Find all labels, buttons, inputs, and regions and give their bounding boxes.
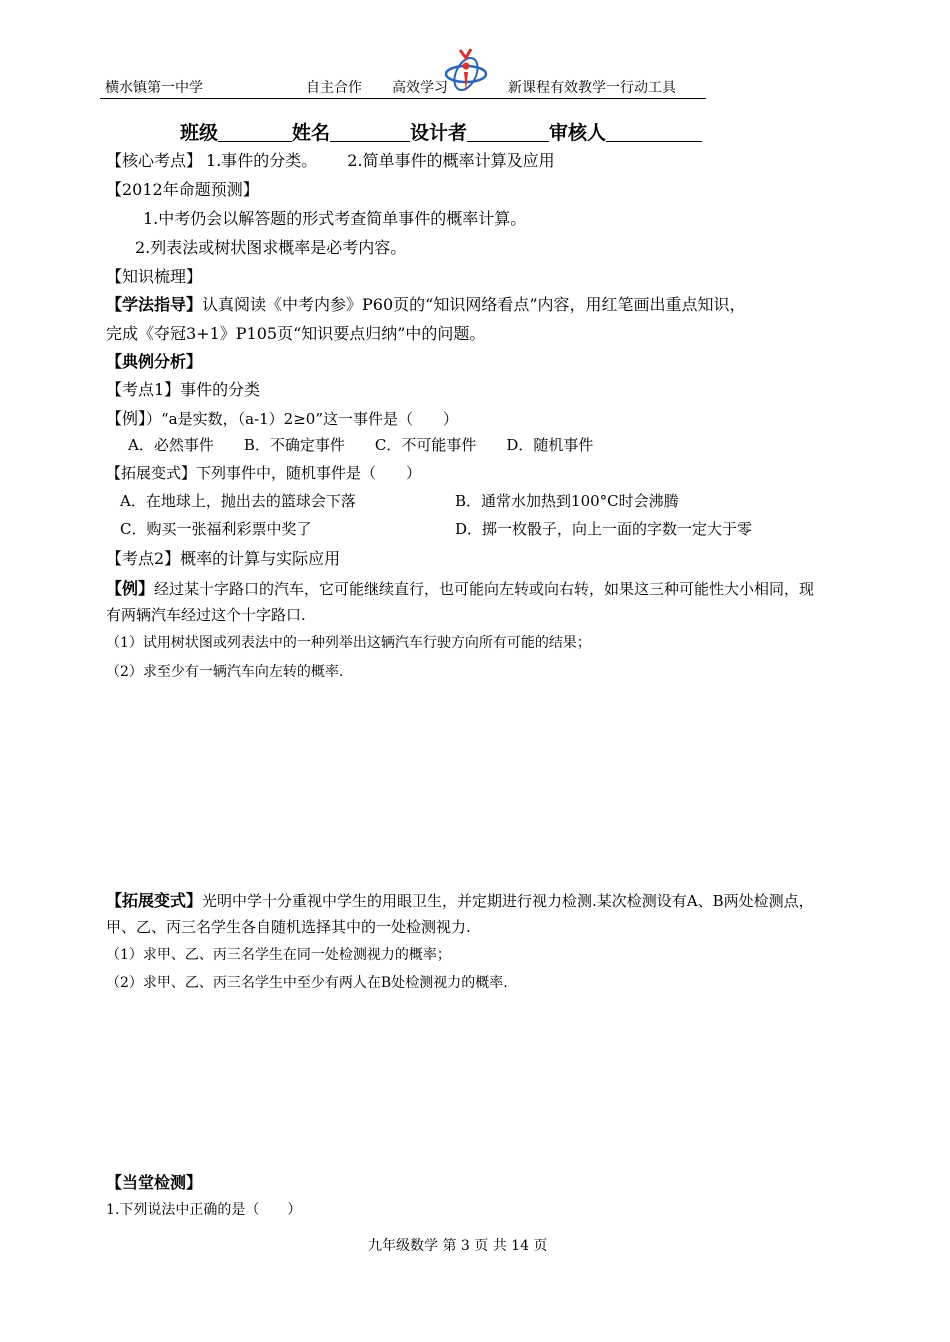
kp2-ext-question-2: （2）求甲、乙、丙三名学生中至少有两人在B处检测视力的概率.: [106, 975, 508, 991]
header-slogan: 新课程有效教学一行动工具: [508, 80, 676, 96]
info-line: [180, 118, 702, 145]
kp1-example: [106, 406, 458, 429]
examples-title: 【典例分析】: [106, 352, 203, 371]
kp1-extension: [106, 462, 421, 483]
kp2-question-2: （2）求至少有一辆汽车向左转的概率.: [106, 664, 344, 680]
kp1-options: A．必然事件 B．不确定事件 C．不可能事件 D．随机事件: [128, 436, 594, 454]
header-motto-1: 自主合作: [306, 80, 362, 96]
kp1-ext-label: 【拓展变式】: [106, 464, 197, 482]
kp2-example-line-1: [106, 576, 814, 599]
designer-label: 设计者: [410, 122, 468, 144]
prediction-label: 【2012年命题预测】: [106, 180, 259, 199]
check-question-1: 1.下列说法中正确的是（ ）: [106, 1202, 302, 1218]
kp1-title: 【考点1】事件的分类: [106, 380, 261, 399]
page-footer: 九年级数学 第 3 页 共 14 页: [368, 1238, 548, 1254]
answer-space-2[interactable]: [106, 1000, 846, 1160]
kp1-example-label: 【例】: [106, 409, 147, 428]
kp1-option-a: A．在地球上，抛出去的篮球会下落: [120, 492, 356, 510]
header-school: 横水镇第一中学: [105, 80, 203, 96]
kp1-option-b: B．通常水加热到100°C时会沸腾: [455, 492, 679, 510]
knowledge-label: 【知识梳理】: [106, 267, 203, 286]
method-line-1: [106, 292, 746, 315]
core-points: [106, 148, 555, 171]
header-motto-2: 高效学习: [392, 80, 448, 96]
kp2-ext-text-1: 光明中学十分重视中学生的用眼卫生，并定期进行视力检测.某次检测设有A、B两处检测点，: [202, 892, 814, 910]
kp2-ext-question-1: （1）求甲、乙、丙三名学生在同一处检测视力的概率；: [106, 947, 451, 963]
class-label: 班级: [180, 122, 219, 144]
kp1-option-d: D．掷一枚骰子，向上一面的字数一定大于零: [455, 520, 753, 538]
school-logo-icon: [440, 44, 492, 94]
kp2-title: 【考点2】概率的计算与实际应用: [106, 549, 341, 568]
prediction-item-2: 2.列表法或树状图求概率是必考内容。: [135, 238, 407, 257]
name-label: 姓名: [292, 122, 331, 144]
check-label: 【当堂检测】: [106, 1173, 203, 1192]
kp1-ext-text: 下列事件中，随机事件是（ ）: [196, 464, 422, 482]
kp1-option-c: C．购买一张福利彩票中奖了: [120, 520, 312, 538]
method-label: 【学法指导】: [106, 295, 203, 314]
kp1-example-text: ）“a是实数，（a-1）2≥0”这一事件是（ ）: [146, 410, 459, 428]
core-item-1: 1.事件的分类。: [206, 151, 318, 170]
answer-space[interactable]: [106, 690, 846, 880]
reviewer-label: 审核人: [549, 122, 607, 144]
kp2-extension-line-1: [106, 888, 814, 911]
kp2-extension-line-2: 甲、乙、丙三名学生各自随机选择其中的一处检测视力.: [106, 918, 471, 936]
core-item-2: 2.简单事件的概率计算及应用: [347, 151, 555, 170]
kp2-example-line-2: 有两辆汽车经过这个十字路口.: [106, 606, 306, 624]
kp2-example-label: 【例】: [106, 579, 155, 598]
kp2-example-text-1: 经过某十字路口的汽车，它可能继续直行，也可能向左转或向右转，如果这三种可能性大小相同，现: [154, 580, 815, 598]
header-rule: [100, 98, 706, 99]
reviewer-blank[interactable]: [606, 123, 702, 142]
kp2-ext-label: 【拓展变式】: [106, 891, 203, 910]
method-text-1: 认真阅读《中考内参》P60页的“知识网络看点”内容，用红笔画出重点知识，: [202, 295, 746, 314]
designer-blank[interactable]: [467, 123, 549, 142]
class-blank[interactable]: [218, 123, 292, 142]
name-blank[interactable]: [330, 123, 410, 142]
core-label: 【核心考点】: [106, 151, 203, 170]
method-line-2: 完成《夺冠3+1》P105页“知识要点归纳”中的问题。: [106, 324, 486, 343]
kp2-question-1: （1）试用树状图或列表法中的一种列举出这辆汽车行驶方向所有可能的结果；: [106, 635, 591, 651]
prediction-item-1: 1.中考仍会以解答题的形式考查简单事件的概率计算。: [143, 209, 527, 228]
